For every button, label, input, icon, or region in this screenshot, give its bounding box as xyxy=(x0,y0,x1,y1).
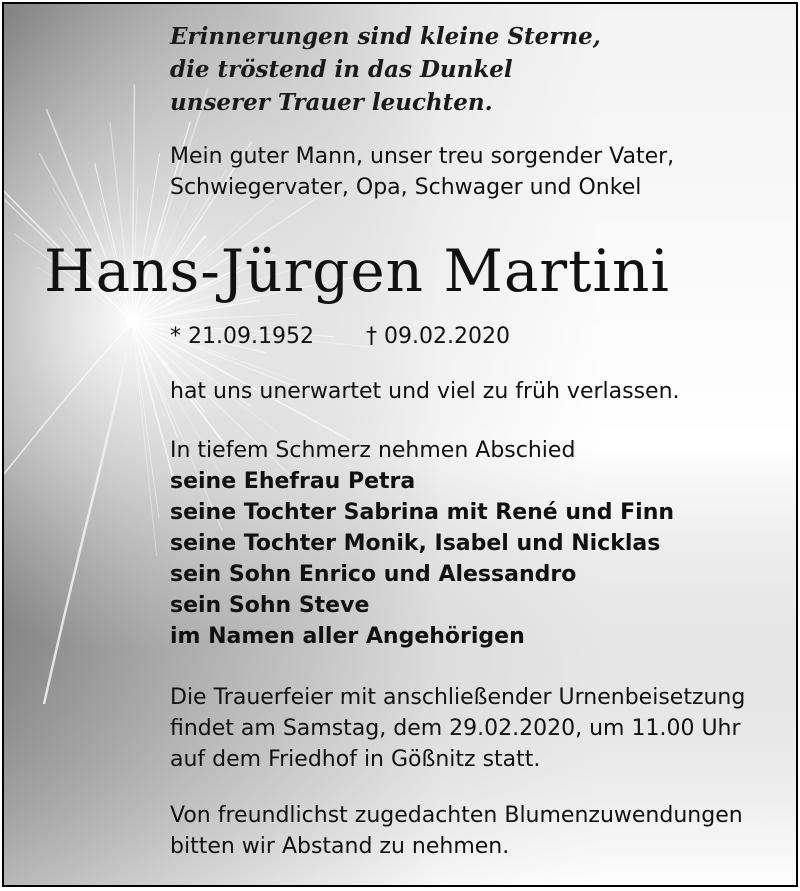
intro-line-2: Schwiegervater, Opa, Schwager und Onkel xyxy=(170,175,642,200)
intro-line-1: Mein guter Mann, unser treu sorgender Vater, xyxy=(170,144,675,169)
poem-line-1: Erinnerungen sind kleine Sterne, xyxy=(170,23,601,50)
intro-text xyxy=(170,141,776,203)
mourners-list xyxy=(170,435,674,652)
ceremony-line-2: findet am Samstag, dem 29.02.2020, um 11.00 Uhr xyxy=(170,716,741,741)
poem-line-2: die tröstend in das Dunkel xyxy=(170,56,513,83)
mourner-line: seine Tochter Monik, Isabel und Nicklas xyxy=(170,531,661,556)
poem-block xyxy=(170,20,776,203)
passing-message: hat uns unerwartet und viel zu früh verlassen. xyxy=(170,379,680,404)
death-date: † 09.02.2020 xyxy=(366,324,510,349)
mourner-line: seine Ehefrau Petra xyxy=(170,469,416,494)
birth-date: * 21.09.1952 xyxy=(170,324,314,349)
mourner-line: sein Sohn Enrico und Alessandro xyxy=(170,562,577,587)
flowers-line-2: bitten wir Abstand zu nehmen. xyxy=(170,834,510,859)
flowers-note xyxy=(170,800,743,862)
ceremony-line-3: auf dem Friedhof in Gößnitz statt. xyxy=(170,747,541,772)
flowers-line-1: Von freundlichst zugedachten Blumenzuwendungen xyxy=(170,803,743,828)
deceased-name: Hans-Jürgen Martini xyxy=(44,237,670,305)
poem-line-3: unserer Trauer leuchten. xyxy=(170,89,493,116)
mourner-line: seine Tochter Sabrina mit René und Finn xyxy=(170,500,675,525)
life-dates xyxy=(170,322,510,352)
obituary-notice xyxy=(2,2,798,887)
mourner-line: im Namen aller Angehörigen xyxy=(170,624,525,649)
ceremony-info xyxy=(170,682,745,775)
mourner-line: sein Sohn Steve xyxy=(170,593,370,618)
mourners-intro: In tiefem Schmerz nehmen Abschied xyxy=(170,438,576,463)
ceremony-line-1: Die Trauerfeier mit anschließender Urnenbeisetzung xyxy=(170,685,746,710)
